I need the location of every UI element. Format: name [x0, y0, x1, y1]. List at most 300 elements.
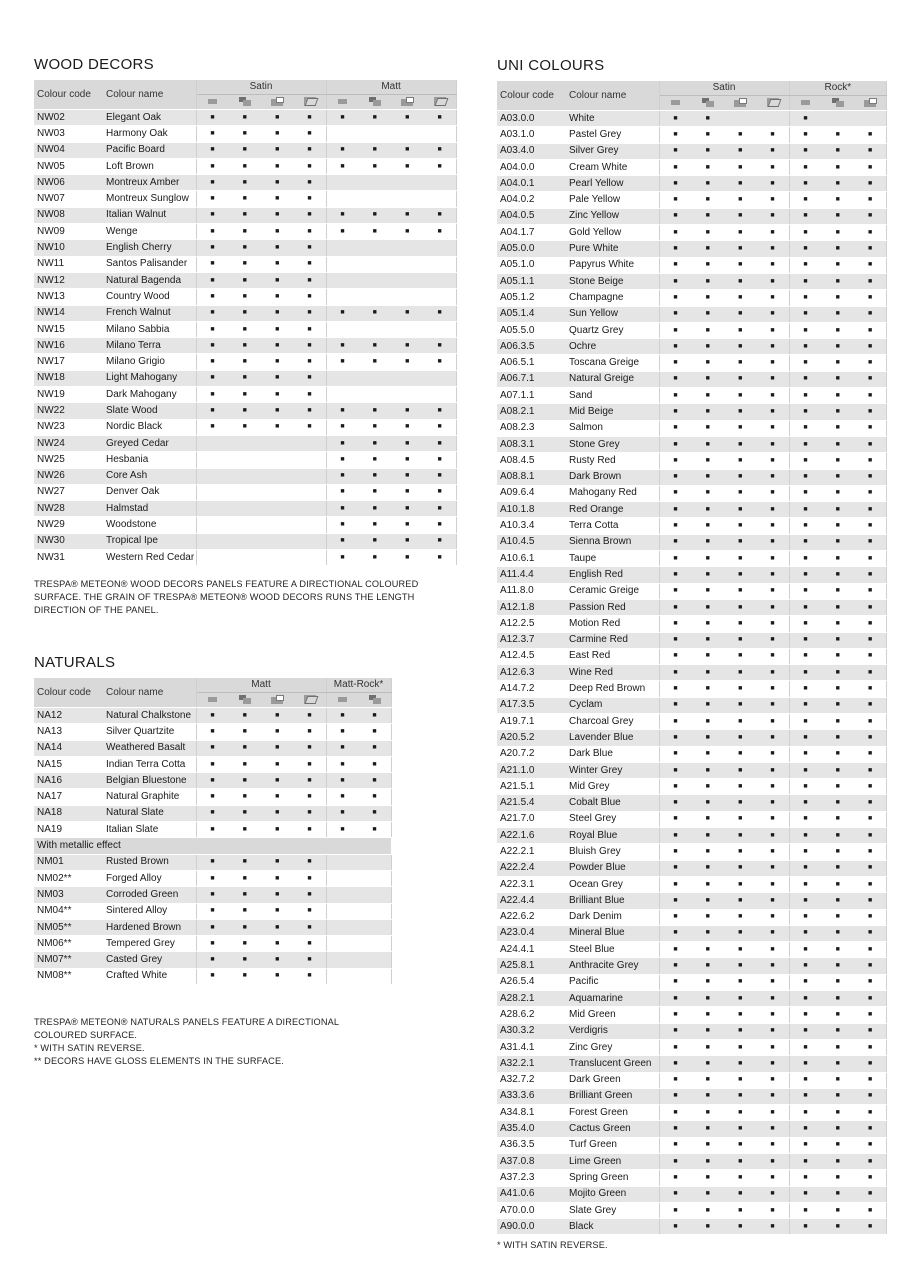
availability-cell: ■: [822, 762, 855, 778]
availability-cell: ■: [229, 854, 262, 870]
colour-name: Wenge: [103, 224, 196, 240]
availability-cell: ■: [391, 501, 424, 517]
availability-cell: ■: [229, 272, 262, 288]
colour-code: A10.6.1: [497, 551, 566, 567]
stacked-panels-icon: [239, 695, 251, 704]
availability-cell: ■: [659, 974, 692, 990]
availability-cell: ■: [854, 762, 887, 778]
finish-icon-cell: [692, 96, 725, 111]
availability-cell: ■: [724, 127, 757, 143]
stacked-panels-icon: [369, 97, 381, 106]
availability-cell: [391, 240, 424, 256]
finish-icon-cell: [326, 95, 359, 110]
finish-icon-cell: [229, 693, 262, 708]
availability-cell: ■: [789, 616, 822, 632]
availability-cell: ■: [789, 1023, 822, 1039]
availability-cell: ■: [724, 339, 757, 355]
colour-code: A05.1.0: [497, 257, 566, 273]
availability-cell: ■: [261, 224, 294, 240]
availability-cell: ■: [196, 789, 229, 805]
availability-cell: ■: [294, 887, 327, 903]
availability-cell: ■: [424, 338, 457, 354]
availability-cell: ■: [757, 534, 790, 550]
table-row: [34, 887, 391, 903]
availability-cell: ■: [789, 1056, 822, 1072]
colour-name: Dark Blue: [566, 746, 659, 762]
availability-cell: ■: [261, 126, 294, 142]
availability-cell: ■: [229, 919, 262, 935]
availability-cell: ■: [294, 240, 327, 256]
availability-cell: ■: [854, 371, 887, 387]
availability-cell: ■: [659, 599, 692, 615]
availability-cell: ■: [659, 551, 692, 567]
table-row: [34, 484, 456, 500]
availability-cell: ■: [261, 903, 294, 919]
availability-cell: ■: [229, 191, 262, 207]
colour-code: NM05**: [34, 919, 103, 935]
finish-icon-cell: [391, 95, 424, 110]
availability-cell: ■: [789, 648, 822, 664]
availability-cell: ■: [757, 1072, 790, 1088]
availability-cell: ■: [659, 958, 692, 974]
availability-cell: [326, 887, 359, 903]
colour-code: A12.4.5: [497, 648, 566, 664]
availability-cell: ■: [261, 256, 294, 272]
availability-cell: ■: [692, 290, 725, 306]
availability-cell: ■: [757, 844, 790, 860]
colour-name: Pacific Board: [103, 142, 196, 158]
colour-code: A08.2.1: [497, 404, 566, 420]
availability-cell: ■: [261, 854, 294, 870]
availability-cell: ■: [359, 354, 392, 370]
availability-cell: ■: [659, 665, 692, 681]
availability-cell: ■: [724, 436, 757, 452]
availability-cell: ■: [659, 1023, 692, 1039]
availability-cell: ■: [757, 632, 790, 648]
colour-name: Lavender Blue: [566, 730, 659, 746]
availability-cell: ■: [724, 551, 757, 567]
table-row: [34, 870, 391, 886]
availability-cell: ■: [294, 789, 327, 805]
availability-cell: [424, 191, 457, 207]
availability-cell: ■: [757, 942, 790, 958]
availability-cell: ■: [854, 192, 887, 208]
colour-code: NW14: [34, 305, 103, 321]
availability-cell: ■: [854, 1219, 887, 1235]
availability-cell: ■: [789, 1121, 822, 1137]
availability-cell: ■: [359, 517, 392, 533]
metallic-subheading: With metallic effect: [34, 838, 391, 854]
availability-cell: ■: [326, 338, 359, 354]
availability-cell: ■: [294, 224, 327, 240]
availability-cell: ■: [822, 811, 855, 827]
availability-cell: ■: [359, 224, 392, 240]
availability-cell: ■: [196, 870, 229, 886]
availability-cell: [359, 903, 392, 919]
availability-cell: ■: [822, 290, 855, 306]
table-row: [497, 762, 887, 778]
availability-cell: ■: [757, 1202, 790, 1218]
availability-cell: ■: [326, 468, 359, 484]
availability-cell: ■: [724, 518, 757, 534]
availability-cell: ■: [757, 225, 790, 241]
colour-code: A12.1.8: [497, 599, 566, 615]
table-row: [497, 1121, 887, 1137]
availability-cell: ■: [789, 876, 822, 892]
availability-cell: ■: [789, 665, 822, 681]
col-header-code: Colour code: [497, 81, 566, 111]
availability-cell: ■: [196, 191, 229, 207]
availability-cell: ■: [294, 403, 327, 419]
colour-code: A26.5.4: [497, 974, 566, 990]
availability-cell: [424, 387, 457, 403]
availability-cell: [294, 550, 327, 566]
availability-cell: ■: [229, 175, 262, 191]
availability-cell: ■: [391, 484, 424, 500]
colour-code: A07.1.1: [497, 388, 566, 404]
availability-cell: ■: [359, 452, 392, 468]
finish-icon-cell: [326, 693, 359, 708]
availability-cell: ■: [294, 175, 327, 191]
edge-panel-icon: [864, 98, 876, 107]
availability-cell: ■: [724, 1202, 757, 1218]
availability-cell: ■: [659, 1072, 692, 1088]
availability-cell: [326, 272, 359, 288]
availability-cell: [229, 452, 262, 468]
naturals-note-line: COLOURED SURFACE.: [34, 1030, 138, 1040]
availability-cell: ■: [229, 370, 262, 386]
availability-cell: ■: [724, 257, 757, 273]
table-row: [497, 567, 887, 583]
availability-cell: ■: [294, 708, 327, 724]
availability-cell: ■: [854, 1121, 887, 1137]
availability-cell: ■: [789, 1088, 822, 1104]
availability-cell: ■: [789, 1137, 822, 1153]
colour-code: A10.4.5: [497, 534, 566, 550]
availability-cell: ■: [854, 632, 887, 648]
availability-cell: ■: [854, 127, 887, 143]
availability-cell: ■: [789, 241, 822, 257]
availability-cell: [326, 175, 359, 191]
availability-cell: ■: [229, 952, 262, 968]
availability-cell: ■: [757, 371, 790, 387]
availability-cell: ■: [854, 1137, 887, 1153]
colour-name: Corroded Green: [103, 887, 196, 903]
availability-cell: ■: [789, 681, 822, 697]
availability-cell: ■: [757, 1219, 790, 1235]
availability-cell: ■: [757, 876, 790, 892]
colour-code: NM04**: [34, 903, 103, 919]
availability-cell: ■: [692, 811, 725, 827]
colour-name: Cyclam: [566, 697, 659, 713]
colour-code: A05.1.2: [497, 290, 566, 306]
edge-panel-icon: [271, 97, 283, 106]
availability-cell: ■: [789, 1154, 822, 1170]
colour-name: Pale Yellow: [566, 192, 659, 208]
availability-cell: ■: [822, 925, 855, 941]
availability-cell: [391, 126, 424, 142]
availability-cell: ■: [326, 110, 359, 126]
availability-cell: ■: [692, 176, 725, 192]
availability-cell: [724, 111, 757, 127]
availability-cell: ■: [692, 1023, 725, 1039]
colour-code: NW12: [34, 272, 103, 288]
availability-cell: ■: [359, 773, 392, 789]
availability-cell: ■: [692, 974, 725, 990]
availability-cell: ■: [822, 713, 855, 729]
availability-cell: ■: [724, 192, 757, 208]
availability-cell: ■: [359, 822, 392, 838]
availability-cell: ■: [692, 241, 725, 257]
table-row: [34, 854, 391, 870]
availability-cell: ■: [659, 583, 692, 599]
availability-cell: ■: [229, 887, 262, 903]
colour-name: Royal Blue: [566, 828, 659, 844]
availability-cell: ■: [789, 1186, 822, 1202]
availability-cell: ■: [724, 583, 757, 599]
colour-name: Anthracite Grey: [566, 958, 659, 974]
availability-cell: ■: [391, 142, 424, 158]
availability-cell: ■: [757, 469, 790, 485]
availability-cell: ■: [789, 974, 822, 990]
availability-cell: ■: [724, 681, 757, 697]
colour-name: Bluish Grey: [566, 844, 659, 860]
availability-cell: ■: [659, 1137, 692, 1153]
availability-cell: ■: [789, 453, 822, 469]
colour-name: Lime Green: [566, 1154, 659, 1170]
availability-cell: ■: [229, 773, 262, 789]
finish-icon-cell: [261, 693, 294, 708]
availability-cell: ■: [854, 225, 887, 241]
availability-cell: ■: [854, 469, 887, 485]
availability-cell: [261, 501, 294, 517]
availability-cell: [326, 321, 359, 337]
uni-colours-note: * WITH SATIN REVERSE.: [497, 1240, 608, 1250]
availability-cell: [229, 435, 262, 451]
availability-cell: ■: [229, 936, 262, 952]
availability-cell: ■: [724, 1007, 757, 1023]
availability-cell: [359, 240, 392, 256]
availability-cell: ■: [822, 436, 855, 452]
availability-cell: ■: [326, 419, 359, 435]
availability-cell: ■: [196, 142, 229, 158]
colour-name: Passion Red: [566, 599, 659, 615]
availability-cell: ■: [822, 388, 855, 404]
availability-cell: ■: [659, 876, 692, 892]
availability-cell: ■: [424, 550, 457, 566]
colour-code: A33.3.6: [497, 1088, 566, 1104]
availability-cell: ■: [757, 909, 790, 925]
table-row: [34, 419, 456, 435]
colour-code: A22.2.4: [497, 860, 566, 876]
table-row: [497, 306, 887, 322]
availability-cell: ■: [757, 1186, 790, 1202]
colour-name: Slate Grey: [566, 1202, 659, 1218]
availability-cell: ■: [822, 974, 855, 990]
availability-cell: ■: [692, 143, 725, 159]
finish-icon-cell: [294, 95, 327, 110]
availability-cell: [391, 321, 424, 337]
colour-code: A35.4.0: [497, 1121, 566, 1137]
availability-cell: ■: [261, 773, 294, 789]
availability-cell: ■: [692, 355, 725, 371]
colour-name: Woodstone: [103, 517, 196, 533]
availability-cell: ■: [854, 795, 887, 811]
availability-cell: ■: [822, 779, 855, 795]
availability-cell: ■: [391, 517, 424, 533]
finish-icon-cell: [261, 95, 294, 110]
availability-cell: ■: [789, 159, 822, 175]
availability-cell: ■: [692, 306, 725, 322]
availability-cell: ■: [724, 1088, 757, 1104]
availability-cell: ■: [822, 1023, 855, 1039]
availability-cell: ■: [229, 870, 262, 886]
availability-cell: ■: [757, 811, 790, 827]
table-row: [34, 936, 391, 952]
colour-code: A28.6.2: [497, 1007, 566, 1023]
availability-cell: ■: [229, 789, 262, 805]
stacked-panels-icon: [369, 695, 381, 704]
availability-cell: ■: [822, 176, 855, 192]
availability-cell: ■: [724, 665, 757, 681]
table-row: [34, 387, 456, 403]
availability-cell: ■: [326, 789, 359, 805]
availability-cell: ■: [229, 321, 262, 337]
table-row: [497, 616, 887, 632]
colour-code: A20.7.2: [497, 746, 566, 762]
availability-cell: ■: [789, 1007, 822, 1023]
availability-cell: [196, 533, 229, 549]
availability-cell: ■: [261, 207, 294, 223]
availability-cell: ■: [757, 648, 790, 664]
availability-cell: ■: [789, 860, 822, 876]
colour-code: A04.0.2: [497, 192, 566, 208]
availability-cell: ■: [229, 158, 262, 174]
availability-cell: ■: [789, 942, 822, 958]
availability-cell: ■: [822, 159, 855, 175]
colour-name: Papyrus White: [566, 257, 659, 273]
availability-cell: ■: [789, 371, 822, 387]
colour-code: NW08: [34, 207, 103, 223]
table-row: [34, 517, 456, 533]
availability-cell: ■: [854, 893, 887, 909]
availability-cell: ■: [854, 746, 887, 762]
availability-cell: ■: [692, 1137, 725, 1153]
availability-cell: ■: [789, 176, 822, 192]
availability-cell: [261, 435, 294, 451]
availability-cell: [261, 533, 294, 549]
availability-cell: ■: [326, 354, 359, 370]
availability-cell: ■: [294, 158, 327, 174]
availability-cell: ■: [659, 1170, 692, 1186]
availability-cell: ■: [229, 289, 262, 305]
colour-code: A32.2.1: [497, 1056, 566, 1072]
availability-cell: ■: [757, 388, 790, 404]
availability-cell: ■: [326, 207, 359, 223]
availability-cell: ■: [822, 909, 855, 925]
colour-code: A03.4.0: [497, 143, 566, 159]
availability-cell: ■: [724, 844, 757, 860]
availability-cell: [391, 289, 424, 305]
colour-name: Tropical Ipe: [103, 533, 196, 549]
availability-cell: ■: [692, 551, 725, 567]
table-row: [34, 789, 391, 805]
availability-cell: ■: [789, 208, 822, 224]
table-row: [34, 224, 456, 240]
availability-cell: ■: [789, 111, 822, 127]
availability-cell: ■: [424, 354, 457, 370]
colour-code: NW10: [34, 240, 103, 256]
availability-cell: ■: [724, 241, 757, 257]
availability-cell: ■: [822, 551, 855, 567]
availability-cell: ■: [196, 224, 229, 240]
availability-cell: ■: [196, 740, 229, 756]
availability-cell: ■: [757, 746, 790, 762]
availability-cell: ■: [757, 893, 790, 909]
availability-cell: ■: [822, 697, 855, 713]
availability-cell: [294, 484, 327, 500]
availability-cell: [359, 870, 392, 886]
table-row: [497, 257, 887, 273]
colour-name: Natural Chalkstone: [103, 708, 196, 724]
table-row: [497, 485, 887, 501]
availability-cell: [359, 126, 392, 142]
availability-cell: ■: [196, 968, 229, 984]
availability-cell: ■: [229, 224, 262, 240]
availability-cell: ■: [391, 468, 424, 484]
availability-cell: ■: [757, 991, 790, 1007]
colour-name: Turf Green: [566, 1137, 659, 1153]
availability-cell: ■: [854, 1186, 887, 1202]
availability-cell: ■: [854, 290, 887, 306]
colour-code: A09.6.4: [497, 485, 566, 501]
availability-cell: [294, 533, 327, 549]
availability-cell: [261, 452, 294, 468]
colour-code: NW26: [34, 468, 103, 484]
availability-cell: [196, 435, 229, 451]
availability-cell: ■: [294, 387, 327, 403]
availability-cell: ■: [822, 730, 855, 746]
availability-cell: ■: [854, 1056, 887, 1072]
availability-cell: ■: [757, 1170, 790, 1186]
availability-cell: ■: [789, 828, 822, 844]
colour-name: Ocean Grey: [566, 876, 659, 892]
availability-cell: ■: [724, 404, 757, 420]
availability-cell: [294, 468, 327, 484]
availability-cell: ■: [261, 289, 294, 305]
colour-name: Slate Wood: [103, 403, 196, 419]
colour-name: Pearl Yellow: [566, 176, 659, 192]
availability-cell: ■: [261, 936, 294, 952]
table-row: [497, 192, 887, 208]
availability-cell: ■: [326, 822, 359, 838]
availability-cell: [229, 484, 262, 500]
availability-cell: ■: [196, 207, 229, 223]
colour-name: Terra Cotta: [566, 518, 659, 534]
availability-cell: ■: [359, 158, 392, 174]
availability-cell: ■: [822, 876, 855, 892]
availability-cell: ■: [854, 518, 887, 534]
availability-cell: ■: [692, 648, 725, 664]
availability-cell: ■: [822, 453, 855, 469]
table-row: [497, 583, 887, 599]
table-row: [497, 241, 887, 257]
availability-cell: [326, 854, 359, 870]
colour-name: Carmine Red: [566, 632, 659, 648]
availability-cell: ■: [822, 1072, 855, 1088]
availability-cell: ■: [724, 143, 757, 159]
availability-cell: ■: [692, 225, 725, 241]
